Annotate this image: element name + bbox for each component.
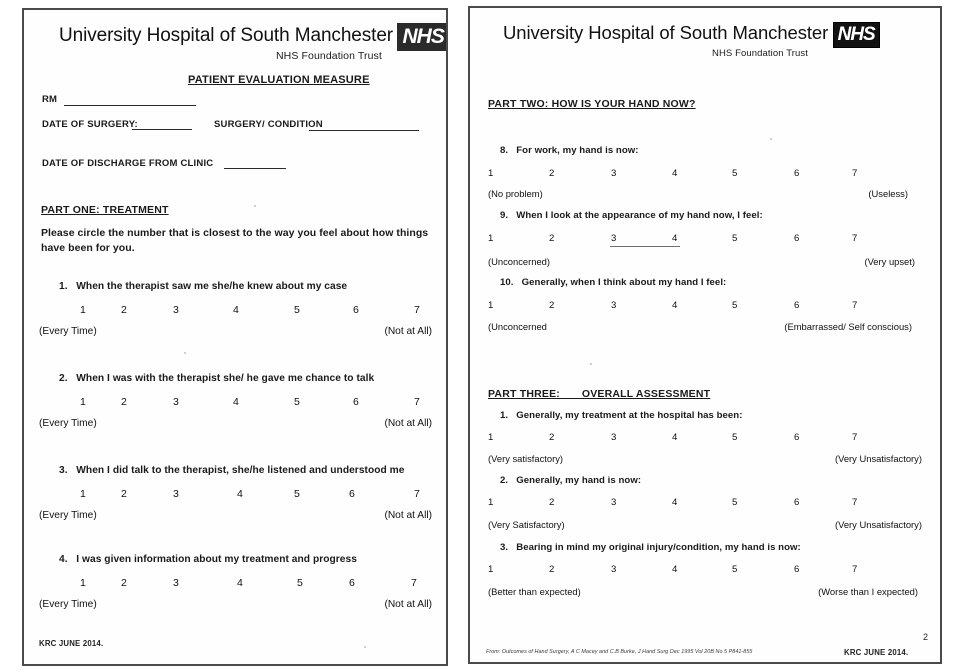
question-9-handwritten-mark	[610, 246, 680, 247]
question-8-body: For work, my hand is now:	[516, 145, 639, 156]
question-9-scale[interactable]	[488, 233, 908, 247]
scale-option-7[interactable]: 7	[852, 432, 858, 443]
form-page-1	[22, 8, 448, 666]
part3-question-2-text	[500, 475, 641, 486]
part3-question-2-scale[interactable]	[488, 497, 908, 511]
scale-option-1[interactable]: 1	[80, 577, 86, 589]
scale-option-3[interactable]: 3	[173, 304, 179, 316]
page1-header	[59, 23, 448, 51]
question-10-number: 10.	[500, 277, 519, 288]
question-2-left-anchor: (Every Time)	[39, 418, 97, 429]
question-9-body: When I look at the appearance of my hand now, I feel:	[516, 210, 763, 221]
scale-option-6[interactable]: 6	[794, 432, 800, 443]
scan-speck	[364, 646, 366, 648]
question-2-number: 2.	[59, 373, 74, 384]
scan-speck	[590, 363, 592, 365]
scale-option-7[interactable]: 7	[411, 577, 417, 589]
scan-speck	[184, 352, 186, 354]
scale-option-5[interactable]: 5	[294, 396, 300, 408]
scale-option-2[interactable]: 2	[549, 497, 555, 508]
question-2-scale[interactable]	[41, 396, 441, 410]
scale-option-7[interactable]: 7	[414, 396, 420, 408]
scale-option-3[interactable]: 3	[173, 488, 179, 500]
scale-option-4[interactable]: 4	[237, 577, 243, 589]
scale-option-7[interactable]: 7	[852, 497, 858, 508]
scale-option-1[interactable]: 1	[488, 233, 494, 244]
part3-question-1-right-anchor: (Very Unsatisfactory)	[834, 453, 922, 464]
scale-option-5[interactable]: 5	[732, 300, 738, 311]
question-3-text	[59, 465, 405, 476]
scan-speck	[770, 138, 772, 140]
scale-option-3[interactable]: 3	[611, 497, 617, 508]
part3-question-3-body: Bearing in mind my original injury/condition, my hand is now:	[516, 542, 801, 553]
source-citation: From: Outcomes of Hand Surgery, A C Macey and C.B Burke, J Hand Surg Dec 1995 Vol 20B No 5 P841-855	[486, 648, 753, 656]
question-9-number: 9.	[500, 210, 514, 221]
scale-option-3[interactable]: 3	[611, 168, 617, 179]
scale-option-1[interactable]: 1	[488, 300, 494, 311]
rm-input-line[interactable]	[64, 105, 196, 106]
scale-option-5[interactable]: 5	[732, 168, 738, 179]
date-of-surgery-label: DATE OF SURGERY:	[42, 119, 138, 130]
question-1-right-anchor: (Not at All)	[384, 326, 432, 337]
rm-label: RM	[42, 94, 58, 105]
scale-option-7[interactable]: 7	[852, 168, 858, 179]
part3-question-3-right-anchor: (Worse than I expected)	[818, 586, 918, 597]
part3-question-3-left-anchor: (Better than expected)	[488, 586, 581, 597]
scale-option-6[interactable]: 6	[349, 577, 355, 589]
question-4-number: 4.	[59, 554, 74, 565]
scale-option-6[interactable]: 6	[794, 497, 800, 508]
question-1-left-anchor: (Every Time)	[39, 326, 97, 337]
scale-option-4[interactable]: 4	[233, 396, 239, 408]
scale-option-7[interactable]: 7	[414, 488, 420, 500]
part3-question-2-number: 2.	[500, 475, 514, 486]
organisation-name: University Hospital of South Manchester	[503, 22, 829, 44]
scale-option-2[interactable]: 2	[121, 396, 127, 408]
question-8-scale[interactable]	[488, 168, 908, 182]
question-3-right-anchor: (Not at All)	[384, 510, 432, 521]
scale-option-2[interactable]: 2	[121, 304, 127, 316]
page-title: PATIENT EVALUATION MEASURE	[188, 74, 370, 86]
organisation-subtitle: NHS Foundation Trust	[712, 48, 808, 59]
part3-question-1-body: Generally, my treatment at the hospital has been:	[516, 410, 743, 421]
surgery-condition-label: SURGERY/ CONDITION	[214, 119, 323, 130]
question-8-number: 8.	[500, 145, 514, 156]
question-9-text	[500, 210, 763, 221]
scale-option-5[interactable]: 5	[294, 488, 300, 500]
part3-question-1-number: 1.	[500, 410, 514, 421]
question-1-number: 1.	[59, 281, 74, 292]
nhs-logo: NHS	[833, 22, 880, 48]
question-3-left-anchor: (Every Time)	[39, 510, 97, 521]
question-2-body: When I was with the therapist she/ he gave me chance to talk	[76, 373, 375, 384]
date-of-surgery-input-line[interactable]	[132, 129, 192, 130]
question-10-scale[interactable]	[488, 300, 908, 314]
scale-option-4[interactable]: 4	[237, 488, 243, 500]
scale-option-7[interactable]: 7	[852, 300, 858, 311]
question-8-left-anchor: (No problem)	[488, 188, 543, 199]
question-10-text	[500, 277, 726, 288]
question-4-right-anchor: (Not at All)	[384, 599, 432, 610]
scale-option-1[interactable]: 1	[80, 304, 86, 316]
scale-option-6[interactable]: 6	[794, 233, 800, 244]
part-one-instruction: Please circle the number that is closest to the way you feel about how things have been for you.	[41, 227, 429, 254]
question-1-scale[interactable]	[41, 304, 441, 318]
scale-option-4[interactable]: 4	[672, 300, 678, 311]
scale-option-5[interactable]: 5	[732, 497, 738, 508]
scale-option-6[interactable]: 6	[794, 564, 800, 575]
scale-option-1[interactable]: 1	[80, 488, 86, 500]
question-4-text	[59, 554, 357, 565]
question-3-body: When I did talk to the therapist, she/he listened and understood me	[76, 465, 405, 476]
scale-option-1[interactable]: 1	[488, 168, 494, 179]
question-1-text	[59, 281, 347, 292]
scale-option-5[interactable]: 5	[732, 564, 738, 575]
part3-question-2-right-anchor: (Very Unsatisfactory)	[834, 519, 922, 530]
question-4-scale[interactable]	[41, 577, 441, 591]
scale-option-5[interactable]: 5	[297, 577, 303, 589]
scale-option-1[interactable]: 1	[488, 564, 494, 575]
page2-header	[503, 22, 880, 48]
scale-option-3[interactable]: 3	[173, 396, 179, 408]
question-10-right-anchor: (Embarrassed/ Self conscious)	[784, 321, 912, 332]
part3-question-2-left-anchor: (Very Satisfactory)	[488, 519, 565, 530]
part3-question-2-body: Generally, my hand is now:	[516, 475, 642, 486]
part3-question-1-left-anchor: (Very satisfactory)	[488, 453, 564, 464]
scan-speck	[254, 205, 256, 207]
page-number: 2	[922, 632, 928, 642]
organisation-subtitle: NHS Foundation Trust	[276, 50, 382, 62]
scale-option-6[interactable]: 6	[349, 488, 355, 500]
date-of-discharge-label: DATE OF DISCHARGE FROM CLINIC	[42, 158, 214, 169]
scale-option-2[interactable]: 2	[121, 488, 127, 500]
scale-option-7[interactable]: 7	[852, 564, 858, 575]
scale-option-6[interactable]: 6	[353, 396, 359, 408]
part3-question-1-text	[500, 410, 742, 421]
question-9-left-anchor: (Unconcerned)	[488, 256, 551, 267]
question-10-left-anchor: (Unconcerned	[488, 321, 547, 332]
scale-option-4[interactable]: 4	[672, 168, 678, 179]
question-10-body: Generally, when I think about my hand I feel:	[521, 277, 727, 288]
scale-option-2[interactable]: 2	[549, 432, 555, 443]
scale-option-4[interactable]: 4	[672, 233, 678, 244]
question-4-body: I was given information about my treatment and progress	[76, 554, 357, 565]
scale-option-3[interactable]: 3	[611, 233, 617, 244]
question-2-right-anchor: (Not at All)	[384, 418, 432, 429]
scale-option-1[interactable]: 1	[488, 497, 494, 508]
part-two-heading: PART TWO: HOW IS YOUR HAND NOW?	[488, 98, 696, 110]
nhs-logo: NHS	[397, 23, 448, 51]
part-one-heading: PART ONE: TREATMENT	[41, 204, 169, 216]
question-9-right-anchor: (Very upset)	[864, 256, 915, 267]
scale-option-5[interactable]: 5	[732, 432, 738, 443]
scale-option-4[interactable]: 4	[672, 432, 678, 443]
question-8-right-anchor: (Useless)	[868, 188, 908, 199]
form-page-2	[468, 6, 942, 664]
scale-option-7[interactable]: 7	[852, 233, 858, 244]
scale-option-2[interactable]: 2	[549, 564, 555, 575]
question-8-text	[500, 145, 639, 156]
part3-question-3-text	[500, 542, 801, 553]
scale-option-3[interactable]: 3	[611, 564, 617, 575]
scale-option-3[interactable]: 3	[173, 577, 179, 589]
scale-option-2[interactable]: 2	[549, 300, 555, 311]
scale-option-5[interactable]: 5	[732, 233, 738, 244]
question-2-text	[59, 373, 374, 384]
scale-option-2[interactable]: 2	[549, 233, 555, 244]
organisation-name: University Hospital of South Manchester	[59, 25, 394, 47]
scale-option-3[interactable]: 3	[611, 300, 617, 311]
question-3-scale[interactable]	[41, 488, 441, 502]
scale-option-5[interactable]: 5	[294, 304, 300, 316]
scale-option-4[interactable]: 4	[233, 304, 239, 316]
part3-question-1-scale[interactable]	[488, 432, 908, 446]
part3-question-3-number: 3.	[500, 542, 514, 553]
question-1-body: When the therapist saw me she/he knew about my case	[76, 281, 348, 292]
scale-option-6[interactable]: 6	[353, 304, 359, 316]
scale-option-1[interactable]: 1	[488, 432, 494, 443]
surgery-condition-input-line[interactable]	[309, 130, 419, 131]
scale-option-4[interactable]: 4	[672, 497, 678, 508]
scale-option-2[interactable]: 2	[549, 168, 555, 179]
part3-question-3-scale[interactable]	[488, 564, 908, 578]
part-three-heading: PART THREE: OVERALL ASSESSMENT	[488, 388, 711, 400]
page1-footer-stamp: KRC JUNE 2014.	[39, 639, 104, 648]
scale-option-6[interactable]: 6	[794, 300, 800, 311]
scale-option-3[interactable]: 3	[611, 432, 617, 443]
date-of-discharge-input-line[interactable]	[224, 168, 286, 169]
scale-option-4[interactable]: 4	[672, 564, 678, 575]
question-4-left-anchor: (Every Time)	[39, 599, 97, 610]
scale-option-1[interactable]: 1	[80, 396, 86, 408]
page2-footer-stamp: KRC JUNE 2014.	[844, 648, 909, 657]
question-3-number: 3.	[59, 465, 74, 476]
scale-option-7[interactable]: 7	[414, 304, 420, 316]
scale-option-2[interactable]: 2	[121, 577, 127, 589]
scale-option-6[interactable]: 6	[794, 168, 800, 179]
